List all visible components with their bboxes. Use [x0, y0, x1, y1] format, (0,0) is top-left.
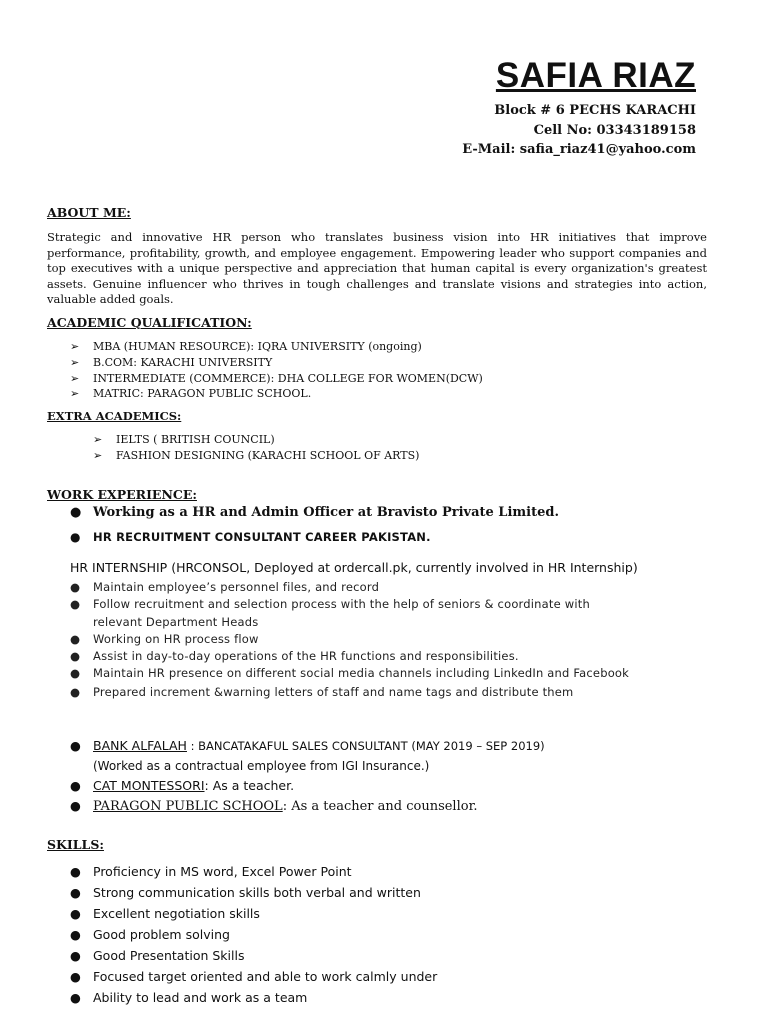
bullet-dot-icon: ● — [70, 778, 81, 793]
list-item — [70, 371, 483, 387]
bullet-dot-icon: ● — [70, 738, 81, 753]
list-item — [93, 448, 419, 464]
list-item — [70, 756, 545, 776]
current-position-list-2 — [70, 530, 431, 544]
cell-number: Cell No: 03343189158 — [533, 123, 696, 138]
list-item — [70, 648, 629, 665]
task-text: Working on HR process flow — [93, 631, 259, 646]
skill-text: Ability to lead and work as a team — [93, 990, 308, 1005]
resume-name: SAFIA RIAZ — [495, 56, 696, 95]
list-item — [70, 796, 545, 817]
bullet-dot-icon: ● — [70, 649, 81, 664]
bullet-dot-icon: ● — [70, 580, 81, 594]
list-item — [70, 579, 629, 596]
arrow-bullet-icon: ➢ — [93, 433, 103, 446]
job-detail: : BANCATAKAFUL SALES CONSULTANT (MAY 2019 – SEP 2019) — [186, 739, 545, 753]
list-item — [70, 924, 437, 945]
bullet-dot-icon: ● — [70, 505, 82, 520]
task-text: Assist in day-to-day operations of the HR functions and responsibilities. — [93, 649, 519, 664]
list-item — [70, 386, 483, 402]
job-detail: : As a teacher and counsellor. — [282, 799, 478, 814]
skill-text: Strong communication skills both verbal and written — [93, 885, 421, 900]
arrow-bullet-icon: ➢ — [70, 371, 80, 385]
academic-item: B.COM: KARACHI UNIVERSITY — [93, 355, 273, 369]
list-item — [70, 966, 437, 987]
current-position: HR RECRUITMENT CONSULTANT CAREER PAKISTAN. — [93, 530, 431, 544]
job-employer: PARAGON PUBLIC SCHOOL — [93, 799, 283, 814]
list-item — [70, 736, 545, 756]
list-item — [70, 987, 437, 1008]
arrow-bullet-icon: ➢ — [70, 340, 80, 353]
list-item — [70, 861, 437, 882]
list-item — [70, 776, 545, 796]
work-heading: WORK EXPERIENCE: — [47, 487, 197, 502]
previous-jobs-list — [70, 736, 545, 817]
skill-text: Focused target oriented and able to work calmly under — [93, 969, 438, 984]
bullet-dot-icon: ● — [70, 631, 81, 646]
extra-item: FASHION DESIGNING (KARACHI SCHOOL OF ARTS) — [116, 448, 420, 462]
list-item — [93, 432, 419, 448]
current-position-list — [70, 505, 559, 521]
task-text: Prepared increment &warning letters of staff and name tags and distribute them — [93, 684, 574, 699]
list-item — [70, 882, 437, 903]
list-item — [70, 339, 483, 355]
arrow-bullet-icon: ➢ — [93, 448, 103, 462]
bullet-dot-icon: ● — [70, 969, 81, 984]
list-item — [70, 903, 437, 924]
task-text: Follow recruitment and selection process with the help of seniors & coordinate with — [93, 597, 590, 612]
list-item — [70, 945, 437, 966]
list-item — [70, 614, 629, 631]
bullet-dot-icon: ● — [70, 666, 81, 681]
list-item — [70, 631, 629, 648]
job-note: (Worked as a contractual employee from IGI Insurance.) — [93, 759, 430, 773]
skill-text: Good Presentation Skills — [93, 948, 245, 963]
address-line: Block # 6 PECHS KARACHI — [494, 103, 696, 118]
academic-heading: ACADEMIC QUALIFICATION: — [47, 315, 252, 330]
extra-item: IELTS ( BRITISH COUNCIL) — [116, 433, 275, 446]
bullet-dot-icon: ● — [70, 948, 81, 963]
bullet-dot-icon: ● — [70, 990, 81, 1005]
skill-text: Proficiency in MS word, Excel Power Point — [93, 864, 352, 879]
internship-task-list — [70, 579, 629, 701]
bullet-dot-icon: ● — [70, 927, 81, 942]
current-position: Working as a HR and Admin Officer at Bravisto Private Limited. — [93, 505, 559, 520]
academic-list — [70, 339, 483, 402]
extra-academics-list — [93, 432, 419, 464]
arrow-bullet-icon: ➢ — [70, 387, 80, 401]
job-employer: CAT MONTESSORI — [93, 778, 205, 793]
academic-item: MBA (HUMAN RESOURCE): IQRA UNIVERSITY (ongoing) — [93, 340, 422, 353]
internship-title: HR INTERNSHIP (HRCONSOL, Deployed at ordercall.pk, currently involved in HR Internship) — [70, 560, 638, 575]
job-employer: BANK ALFALAH — [93, 738, 187, 753]
list-item — [70, 665, 629, 682]
list-item — [70, 530, 431, 544]
list-item — [70, 505, 559, 521]
task-text: Maintain employee’s personnel files, and record — [93, 580, 380, 594]
bullet-dot-icon: ● — [70, 864, 81, 879]
bullet-dot-icon: ● — [70, 530, 81, 544]
task-text: Maintain HR presence on different social media channels including LinkedIn and Facebook — [93, 666, 630, 681]
skills-heading: SKILLS: — [47, 837, 104, 852]
list-item — [70, 355, 483, 371]
job-detail: : As a teacher. — [204, 778, 295, 793]
about-heading: ABOUT ME: — [47, 205, 131, 220]
list-item — [70, 684, 629, 701]
list-item — [70, 596, 629, 613]
skills-list — [70, 861, 437, 1008]
academic-item: MATRIC: PARAGON PUBLIC SCHOOL. — [93, 387, 312, 401]
bullet-dot-icon: ● — [70, 885, 81, 900]
task-text-continued: relevant Department Heads — [93, 614, 259, 629]
extra-academics-heading: EXTRA ACADEMICS: — [47, 409, 182, 423]
skill-text: Good problem solving — [93, 927, 230, 942]
academic-item: INTERMEDIATE (COMMERCE): DHA COLLEGE FOR WOMEN(DCW) — [93, 371, 483, 385]
about-text: Strategic and innovative HR person who translates business vision into HR initiatives that improve performance, profitability, growth, and employee engagement. Empowering leader who support companies and top executives with a unique perspective and appreciation that human capital is every organization's greatest assets. Genuine influencer who thrives in tough challenges and translate visions and strategies into action, valuable added goals. — [47, 230, 707, 307]
skill-text: Excellent negotiation skills — [93, 906, 260, 921]
bullet-dot-icon: ● — [70, 684, 81, 699]
email-line: E-Mail: safia_riaz41@yahoo.com — [462, 142, 696, 157]
bullet-dot-icon: ● — [70, 597, 81, 612]
arrow-bullet-icon: ➢ — [70, 355, 80, 369]
bullet-dot-icon: ● — [70, 798, 81, 813]
bullet-dot-icon: ● — [70, 906, 81, 921]
